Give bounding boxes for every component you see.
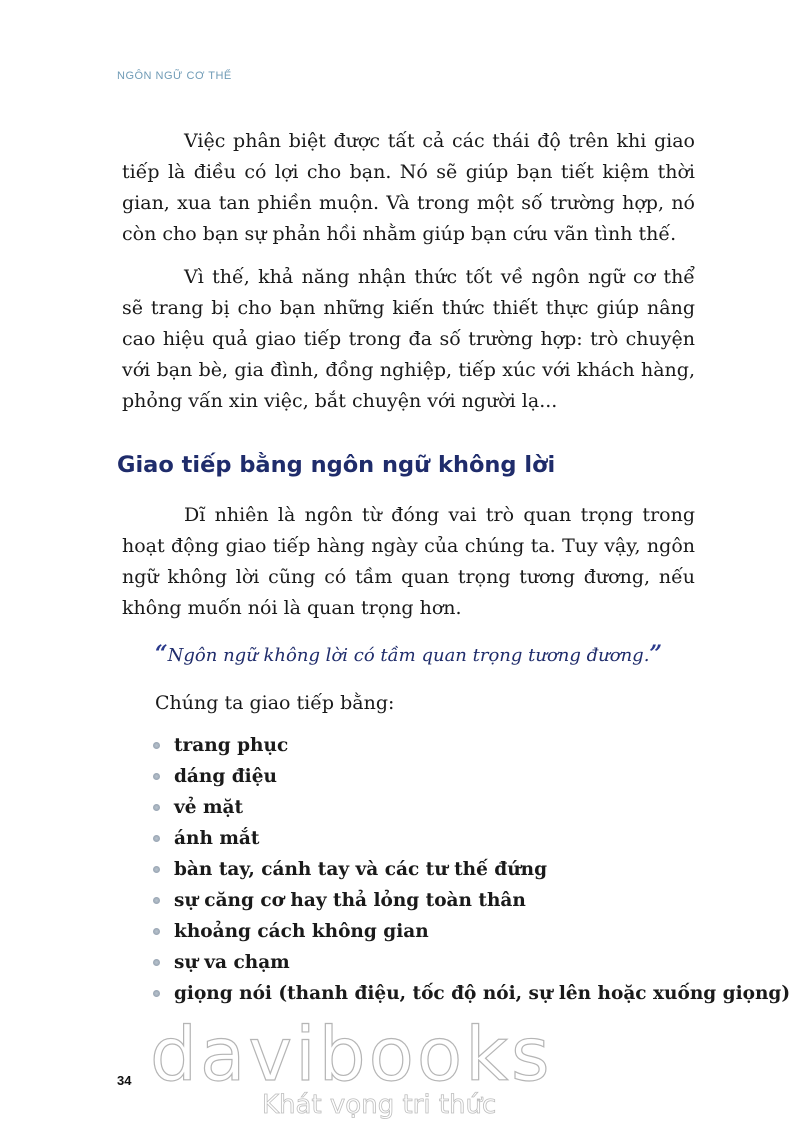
list-item bbox=[153, 978, 790, 1009]
list-item-text: trang phục bbox=[174, 735, 289, 756]
section-heading: Giao tiếp bằng ngôn ngữ không lời bbox=[117, 452, 556, 478]
list-item-text: vẻ mặt bbox=[174, 797, 244, 818]
bullet-dot-icon bbox=[153, 804, 160, 811]
page-number: 34 bbox=[117, 1073, 132, 1088]
bullet-dot-icon bbox=[153, 897, 160, 904]
bullet-dot-icon bbox=[153, 990, 160, 997]
bullet-dot-icon bbox=[153, 742, 160, 749]
bullet-dot-icon bbox=[153, 959, 160, 966]
list-item bbox=[153, 854, 790, 885]
list-item-text: khoảng cách không gian bbox=[174, 921, 429, 942]
list-item bbox=[153, 730, 790, 761]
open-quote-mark: “ bbox=[155, 641, 168, 667]
list-item-text: sự va chạm bbox=[174, 952, 290, 973]
paragraph-3: Dĩ nhiên là ngôn từ đóng vai trò quan trọng trong hoạt động giao tiếp hàng ngày của chúng ta. Tuy vậy, ngôn ngữ không lời cũng có tầm quan trọng tương đương, nếu không muốn nói là quan trọng hơn. bbox=[122, 504, 695, 619]
watermark-tagline: Khát vọng tri thức bbox=[262, 1090, 497, 1120]
bullet-dot-icon bbox=[153, 928, 160, 935]
list-item bbox=[153, 885, 790, 916]
list-item-text: ánh mắt bbox=[174, 828, 260, 849]
pull-quote-text: Ngôn ngữ không lời có tầm quan trọng tương đương. bbox=[167, 645, 650, 666]
running-head: NGÔN NGỮ CƠ THỂ bbox=[117, 70, 232, 82]
watermark-logo: davibooks bbox=[150, 1012, 553, 1098]
paragraph-1: Việc phân biệt được tất cả các thái độ trên khi giao tiếp là điều có lợi cho bạn. Nó sẽ giúp bạn tiết kiệm thời gian, xua tan phiền muộn. Và trong một số trường hợp, nó còn cho bạn sự phản hồi nhằm giúp bạn cứu vãn tình thế. bbox=[122, 130, 695, 245]
bullet-list bbox=[153, 730, 790, 1009]
list-intro: Chúng ta giao tiếp bằng: bbox=[155, 692, 395, 714]
list-item-text: giọng nói (thanh điệu, tốc độ nói, sự lên hoặc xuống giọng) bbox=[174, 983, 790, 1004]
list-item bbox=[153, 761, 790, 792]
bullet-dot-icon bbox=[153, 773, 160, 780]
list-item bbox=[153, 823, 790, 854]
list-item-text: sự căng cơ hay thả lỏng toàn thân bbox=[174, 890, 526, 911]
list-item bbox=[153, 947, 790, 978]
close-quote-mark: ” bbox=[649, 641, 663, 667]
pull-quote bbox=[155, 641, 662, 667]
list-item bbox=[153, 792, 790, 823]
list-item bbox=[153, 916, 790, 947]
bullet-dot-icon bbox=[153, 866, 160, 873]
list-item-text: dáng điệu bbox=[174, 766, 277, 787]
paragraph-2: Vì thế, khả năng nhận thức tốt về ngôn ngữ cơ thể sẽ trang bị cho bạn những kiến thức thiết thực giúp nâng cao hiệu quả giao tiếp trong đa số trường hợp: trò chuyện với bạn bè, gia đình, đồng nghiệp, tiếp xúc với khách hàng, phỏng vấn xin việc, bắt chuyện với người lạ... bbox=[122, 266, 695, 412]
list-item-text: bàn tay, cánh tay và các tư thế đứng bbox=[174, 859, 548, 880]
bullet-dot-icon bbox=[153, 835, 160, 842]
